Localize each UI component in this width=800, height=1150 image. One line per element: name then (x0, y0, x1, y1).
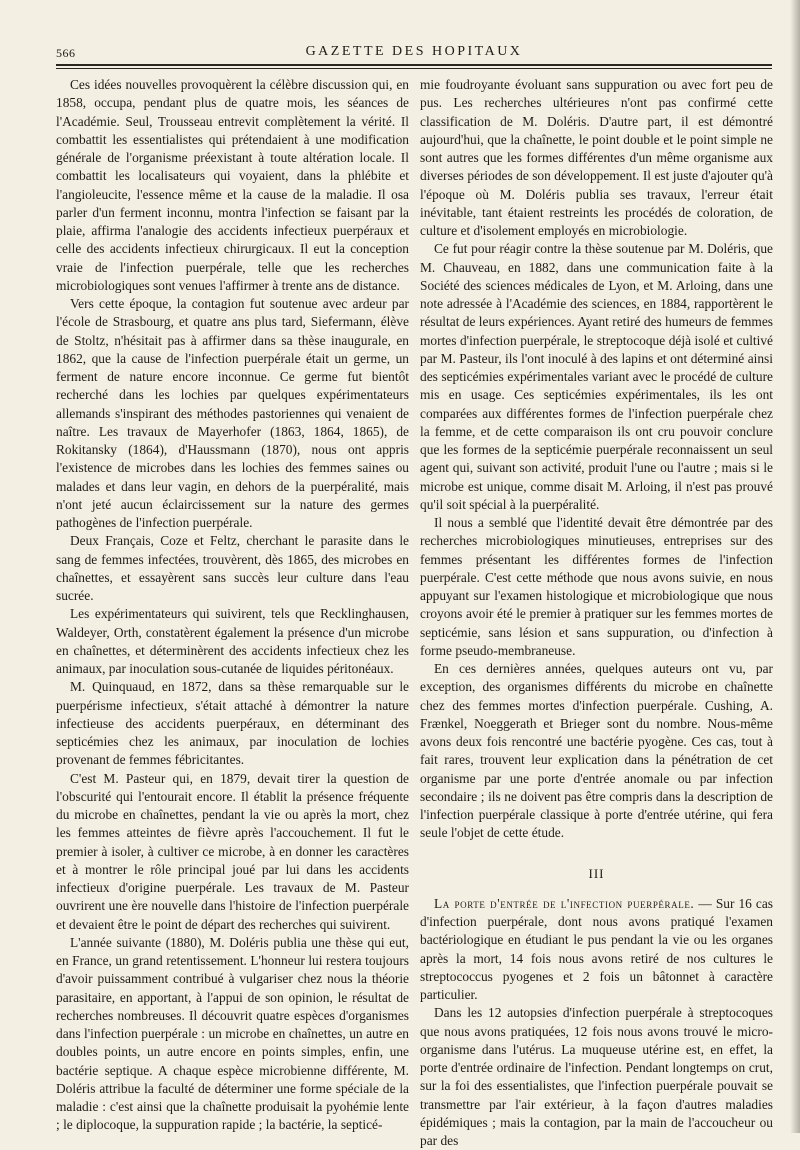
running-title: GAZETTE DES HOPITAUX (305, 44, 523, 59)
page-number: 566 (56, 46, 76, 60)
section-paragraph-text: Sur 16 cas d'infection puerpérale, dont nous avons pratiqué l'examen bactériologique en étudiant le pus pendant la vie ou les organes après la mort, 14 fois nous avons retiré de nos cultures le streptococcus pyogenes et 2 fois un bâtonnet à caractère particulier. (420, 895, 773, 1002)
section-heading: La porte d'entrée de l'infection puerpérale. (434, 895, 695, 911)
paragraph: Les expérimentateurs qui suivirent, tels que Recklinghausen, Waldeyer, Orth, constatèrent également la présence d'un microbe en chaînettes, et déterminèrent des accidents infectieux chez les animaux, par inoculation sous-cutanée de liquides péritonéaux. (56, 606, 409, 676)
paragraph: Il nous a semblé que l'identité devait être démontrée par des recherches microbiologiques minutieuses, entreprises sur des femmes présentant les différentes formes de l'infection puerpérale. C'est cette méthode que nous avons suivie, en nous appuyant sur l'examen histologique et microbiologique que nous croyons avoir été le premier à pratiquer sur les femmes mortes de septicémie, sans lésion et sans suppuration, ou d'infection à forme pseudo-membraneuse. (420, 515, 773, 658)
paragraph: Ce fut pour réagir contre la thèse soutenue par M. Doléris, que M. Chauveau, en 1882, dans une communication faite à la Société des sciences médicales de Lyon, et M. Arloing, dans une note adressée à l'Académie des sciences, en 1884, rapportèrent le résultat de leurs expériences. Ayant retiré des humeurs de femmes mortes d'infection puerpérale, le streptocoque déjà isolé et cultivé par M. Pasteur, ils l'ont inoculé à des lapins et ont déterminé ainsi des septicémies expérimentales variant avec le procédé de culture mis en usage. Ces septicémies expérimentales, ils les ont comparées aux différentes formes de l'infection puerpérale chez la femme, et de cette comparaison ils ont cru pouvoir conclure que les formes de la septicémie puerpérale reconnaissent un seul agent qui, suivant son activité, produit l'une ou l'autre ; mais si le microbe est unique, comme disait M. Arloing, il n'est pas prouvé qu'il soit spécial à la puerpéralité. (420, 241, 773, 512)
paragraph: C'est M. Pasteur qui, en 1879, devait tirer la question de l'obscurité qui l'entourait encore. Il établit la présence fréquente du microbe en chaînettes, pendant la vie ou après la mort, chez les femmes atteintes de fièvre après l'accouchement. Il fut le premier à isoler, à cultiver ce microbe, à en donner les caractères et à montrer le rôle principal joué par lui dans les accidents infectieux d'origine puerpérale. Les travaux de M. Pasteur ouvrirent une ère nouvelle dans l'histoire de l'infection puerpérale et devaient être le point de départ des recherches qui suivirent. (56, 770, 409, 932)
paragraph: Deux Français, Coze et Feltz, cherchant le parasite dans le sang de femmes infectées, trouvèrent, dès 1865, des microbes en chaînettes, et essayèrent sans succès leur culture dans l'eau sucrée. (56, 533, 409, 603)
header-rule-thick (56, 64, 772, 66)
right-column (420, 74, 773, 1148)
left-column (56, 74, 409, 1133)
page-header (56, 42, 772, 62)
page-edge-shadow (790, 0, 800, 1133)
paragraph: M. Quinquaud, en 1872, dans sa thèse remarquable sur le puerpérisme infectieux, s'était attaché à démontrer la nature infectieuse des accidents puerpéraux, en déterminant des septicémies chez les animaux, par inoculation de lochies provenant de femmes fébricitantes. (56, 679, 409, 768)
section-number: III (588, 865, 605, 881)
paragraph: L'année suivante (1880), M. Doléris publia une thèse qui eut, en France, un grand retentissement. L'honneur lui restera toujours d'avoir puissamment contribué à vulgariser chez nous la théorie parasitaire, en apportant, à l'appui de son opinion, le résultat de recherches nombreuses. Il découvrit quatre espèces d'organismes dans l'infection puerpérale : un microbe en chaînettes, un autre en doubles points, un autre encore en points simples, enfin, une bactérie septique. A chaque espèce microbienne différente, M. Doléris attribue la faculté de déterminer une forme spéciale de la maladie : c'est ainsi que la chaînette produisait la pyohémie lente ; le diplocoque, la suppuration rapide ; la bactérie, la septicé- (56, 934, 409, 1133)
paragraph: Vers cette époque, la contagion fut soutenue avec ardeur par l'école de Strasbourg, et quatre ans plus tard, Siefermann, élève de Stoltz, n'hésitait pas à affirmer dans sa thèse inaugurale, en 1862, que la cause de l'infection puerpérale était un germe, un ferment de nature encore inconnue. Ce germe fut bientôt recherché dans les lochies par quelques expérimentateurs allemands s'inspirant des méthodes pastoriennes qui venaient de naître. Les travaux de Mayerhofer (1863, 1864, 1865), de Rokitansky (1864), d'Haussmann (1870), nous ont appris l'existence de microbes dans les lochies des femmes saines ou malades et dans leur vagin, en dehors de la puerpéralité, mais n'ont jeté aucun éclaircissement sur la nature des germes pathogènes de l'infection puerpérale. (56, 296, 409, 530)
section-heading-dash: — (694, 895, 716, 911)
paragraph: En ces dernières années, quelques auteurs ont vu, par exception, des organismes différents du microbe en chaînette chez des femmes mortes d'infection puerpérale. Cushing, A. Frænkel, Noeggerath et Brieger sont du nombre. Nous-même avons deux fois rencontré une bactérie pyogène. Ces cas, tout à fait rares, trouvent leur explication dans la pénétration de cet organisme par une porte d'entrée anomale ou par infection secondaire ; ils ne doivent pas être compris dans la description de l'infection puerpérale classique à porte d'entrée utérine, qui fera seule l'objet de cette étude. (420, 661, 773, 841)
section-first-paragraph (420, 895, 773, 1005)
paragraph: Ces idées nouvelles provoquèrent la célèbre discussion qui, en 1858, occupa, pendant plus de quatre mois, les séances de l'Académie. Seul, Trousseau entrevit complètement la vérité. Il combattit les essentialistes qui prétendaient à une modification générale de l'organisme préexistant à toute altération locale. Il combattit les localisateurs qui voyaient, dans la phlébite et l'angioleucite, l'essence même et la cause de la maladie. Il osa parler d'un ferment inconnu, montra l'infection se faisant par la plaie, affirma l'analogie des accidents infectieux puerpéraux et celle des accidents infectieux chirurgicaux. Il eut la conception vraie de l'infection puerpérale, telle que les recherches microbiologiques sont venues l'affirmer à trente ans de distance. (56, 77, 409, 293)
header-rule-thin (56, 68, 772, 69)
paragraph: Dans les 12 autopsies d'infection puerpérale à streptocoques que nous avons pratiquées, 12 fois nous avons trouvé le micro-organisme dans l'utérus. La muqueuse utérine est, en effet, la porte d'entrée ordinaire de l'infection. Pendant longtemps on crut, sur la foi des essentialistes, que l'infection puerpérale pouvait se transmettre par l'air extérieur, à la façon d'autres maladies épidémiques ; mais la contagion, par la main de l'accoucheur ou par des (420, 1005, 773, 1148)
paragraph-continued: mie foudroyante évoluant sans suppuration ou avec fort peu de pus. Les recherches ultérieures n'ont pas confirmé cette classification de M. Doléris. D'autre part, il est démontré aujourd'hui, que la chaînette, le point double et le point simple ne sont autres que les formes différentes d'un même organisme aux diverses périodes de son développement. Il est juste d'ajouter qu'à l'époque où M. Doléris publia ses travaux, l'erreur était inévitable, tant étaient restreints les procédés de coloration, de culture et d'isolement employés en microbiologie. (420, 77, 773, 238)
